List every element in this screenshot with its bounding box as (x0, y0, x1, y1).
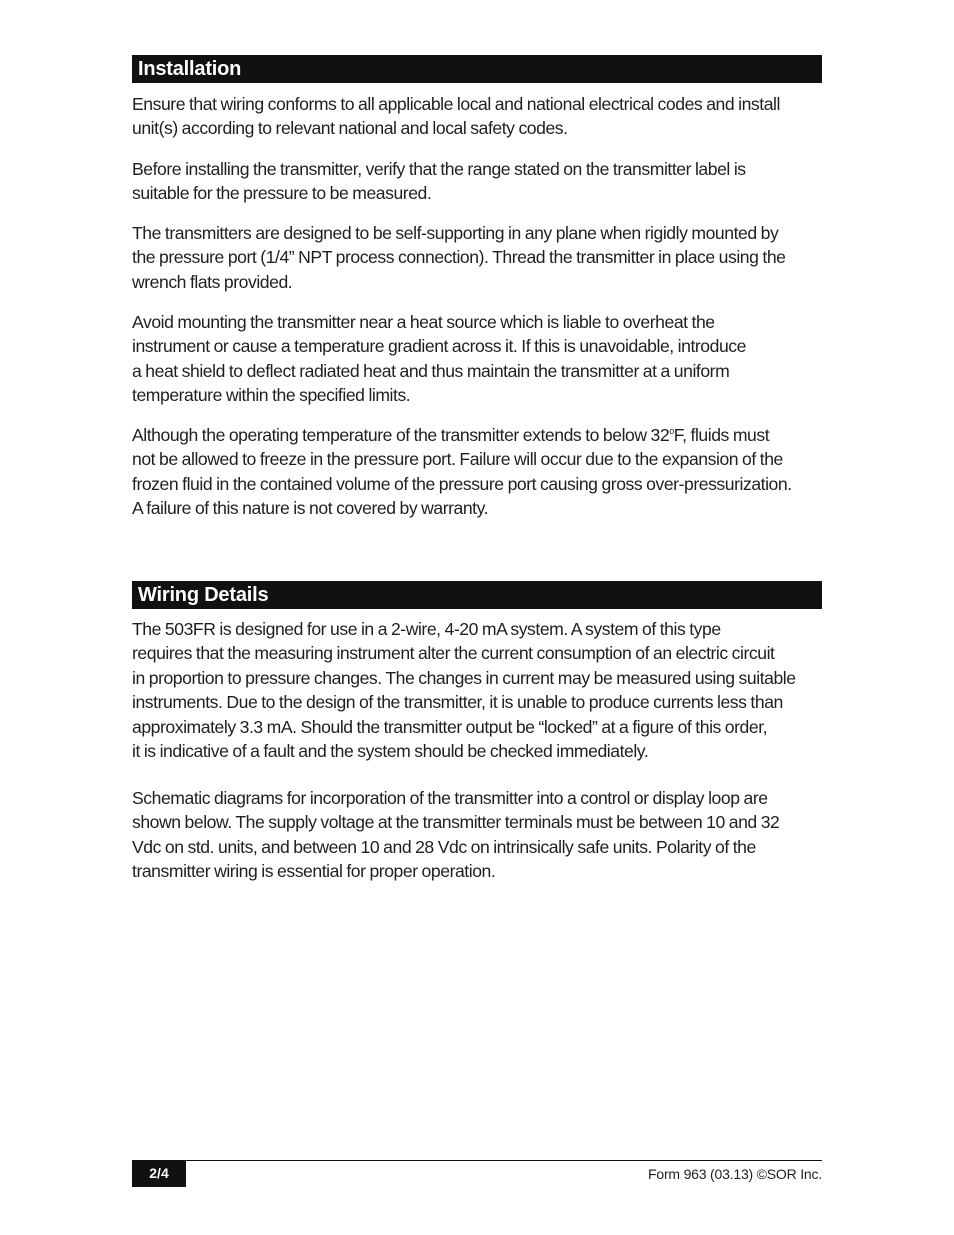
installation-paragraph-5 (132, 423, 832, 521)
form-note: Form 963 (03.13) ©SOR Inc. (648, 1166, 822, 1182)
p5-text-before: Although the operating temperature of the transmitter extends to below 32 (132, 425, 670, 445)
degree-symbol: o (669, 426, 674, 436)
installation-paragraph-1: Ensure that wiring conforms to all applicable local and national electrical codes and install unit(s) according to relevant national and local safety codes. (132, 94, 780, 139)
installation-paragraph-4: Avoid mounting the transmitter near a heat source which is liable to overheat the instrument or cause a temperature gradient across it. If this is unavoidable, introduce a heat shield to deflect radiated heat and thus maintain the transmitter at a uniform temperature within the specified limits. (132, 312, 746, 406)
installation-heading: Installation (132, 55, 822, 83)
wiring-paragraph-2: Schematic diagrams for incorporation of the transmitter into a control or display loop are shown below. The supply voltage at the transmitter terminals must be between 10 and 32 Vdc on std. units, and between 10 and 28 Vdc on intrinsically safe units. Polarity of the transmitter wiring is essential for proper operation. (132, 788, 780, 882)
installation-paragraph-2: Before installing the transmitter, verify that the range stated on the transmitter label is suitable for the pressure to be measured. (132, 159, 746, 204)
wiring-paragraph-1: The 503FR is designed for use in a 2-wire, 4-20 mA system. A system of this type requires that the measuring instrument alter the current consumption of an electric circuit in proportion to pressure changes. The changes in current may be measured using suitable instruments. Due to the design of the transmitter, it is unable to produce currents less than approximately 3.3 mA. Should the transmitter output be “locked” at a figure of this order, it is indicative of a fault and the system should be checked immediately. (132, 619, 796, 762)
page-number: 2/4 (132, 1160, 186, 1187)
footer-rule (132, 1160, 822, 1161)
wiring-details-heading: Wiring Details (132, 581, 822, 609)
installation-paragraph-3: The transmitters are designed to be self-supporting in any plane when rigidly mounted by the pressure port (1/4” NPT process connection). Thread the transmitter in place using the wrench flats provided. (132, 223, 786, 292)
p5-text-after: F, fluids must not be allowed to freeze in the pressure port. Failure will occur due to the expansion of the frozen fluid in the contained volume of the pressure port causing gross over-pressurization. A failure of this nature is not covered by warranty. (132, 425, 792, 519)
